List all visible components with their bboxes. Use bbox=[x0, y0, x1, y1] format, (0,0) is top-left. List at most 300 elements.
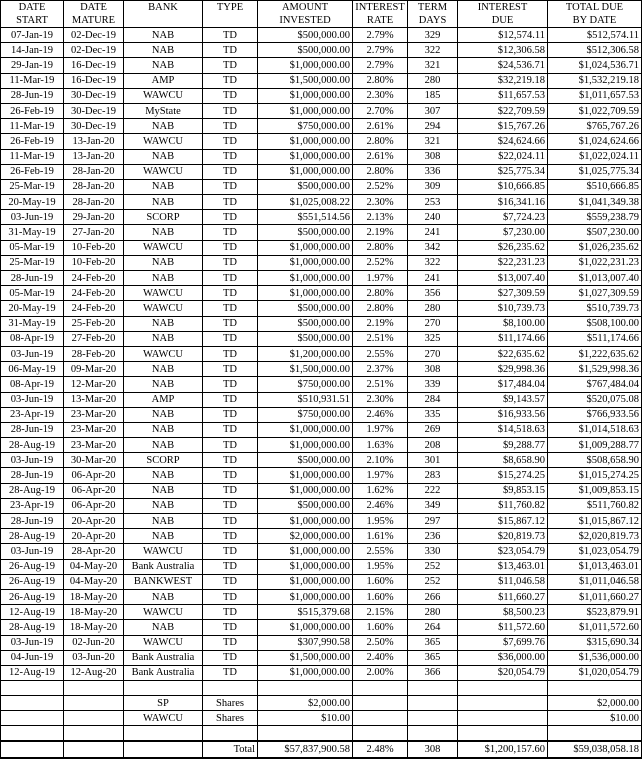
cell-date-mature: 09-Mar-20 bbox=[64, 362, 124, 377]
cell-type: TD bbox=[203, 331, 258, 346]
cell-term-days: 309 bbox=[408, 179, 458, 194]
cell-date-start: 08-Apr-19 bbox=[1, 377, 64, 392]
total-amount: $57,837,900.58 bbox=[258, 741, 353, 757]
cell-term-days: 301 bbox=[408, 453, 458, 468]
header-total-due-sub: BY DATE bbox=[548, 14, 642, 28]
cell-interest-rate: 2.79% bbox=[353, 43, 408, 58]
cell-term-days: 240 bbox=[408, 210, 458, 225]
table-row bbox=[1, 346, 642, 361]
cell-total-due: $1,529,998.36 bbox=[548, 362, 642, 377]
cell-term-days: 266 bbox=[408, 589, 458, 604]
cell-bank: NAB bbox=[124, 28, 203, 43]
cell-term-days: 297 bbox=[408, 514, 458, 529]
cell-date-start: 08-Apr-19 bbox=[1, 331, 64, 346]
cell-term-days: 356 bbox=[408, 286, 458, 301]
cell-bank: Bank Australia bbox=[124, 559, 203, 574]
cell-date-start: 03-Jun-19 bbox=[1, 453, 64, 468]
cell-bank: WAWCU bbox=[124, 286, 203, 301]
cell-interest-rate: 2.80% bbox=[353, 73, 408, 88]
cell-date-mature: 04-May-20 bbox=[64, 559, 124, 574]
header-type: TYPE bbox=[203, 1, 258, 15]
cell-amount-invested: $500,000.00 bbox=[258, 316, 353, 331]
table-row bbox=[1, 544, 642, 559]
cell-amount-invested: $1,000,000.00 bbox=[258, 164, 353, 179]
cell-amount-invested: $1,000,000.00 bbox=[258, 483, 353, 498]
cell-term-days: 280 bbox=[408, 301, 458, 316]
cell-term-days: 264 bbox=[408, 620, 458, 635]
table-row bbox=[1, 73, 642, 88]
cell-date-mature: 30-Mar-20 bbox=[64, 453, 124, 468]
cell-term-days: 252 bbox=[408, 559, 458, 574]
cell-amount-invested: $500,000.00 bbox=[258, 28, 353, 43]
cell-date-mature: 02-Dec-19 bbox=[64, 43, 124, 58]
cell-interest-rate: 1.97% bbox=[353, 271, 408, 286]
cell-type: TD bbox=[203, 28, 258, 43]
table-row bbox=[1, 605, 642, 620]
cell-interest-due: $8,500.23 bbox=[458, 605, 548, 620]
cell-total-due: $1,024,536.71 bbox=[548, 58, 642, 73]
cell-amount-invested: $1,500,000.00 bbox=[258, 73, 353, 88]
cell-interest-rate: 1.63% bbox=[353, 438, 408, 453]
cell-type: TD bbox=[203, 58, 258, 73]
cell-date-start: 12-Aug-19 bbox=[1, 605, 64, 620]
cell-term-days: 307 bbox=[408, 103, 458, 118]
cell-type: TD bbox=[203, 468, 258, 483]
cell-type: TD bbox=[203, 392, 258, 407]
cell-interest-due: $16,933.56 bbox=[458, 407, 548, 422]
cell-bank: WAWCU bbox=[124, 88, 203, 103]
cell-date-start: 26-Feb-19 bbox=[1, 134, 64, 149]
cell-bank: Bank Australia bbox=[124, 665, 203, 680]
cell-total-due: $766,933.56 bbox=[548, 407, 642, 422]
cell-date-start: 07-Jan-19 bbox=[1, 28, 64, 43]
cell-total-due: $1,022,709.59 bbox=[548, 103, 642, 118]
cell-date-mature: 18-May-20 bbox=[64, 589, 124, 604]
cell-total-due: $559,238.79 bbox=[548, 210, 642, 225]
table-row bbox=[1, 286, 642, 301]
cell-term-days: 280 bbox=[408, 605, 458, 620]
cell-bank: NAB bbox=[124, 620, 203, 635]
cell-date-start: 26-Aug-19 bbox=[1, 559, 64, 574]
cell-interest-due: $36,000.00 bbox=[458, 650, 548, 665]
cell-term-days: 342 bbox=[408, 240, 458, 255]
cell-date-start: 14-Jan-19 bbox=[1, 43, 64, 58]
cell-bank: NAB bbox=[124, 179, 203, 194]
cell-bank: MyState bbox=[124, 103, 203, 118]
cell-total-due: $1,011,572.60 bbox=[548, 620, 642, 635]
table-row bbox=[1, 210, 642, 225]
cell-date-start: 28-Jun-19 bbox=[1, 422, 64, 437]
cell-interest-due: $20,054.79 bbox=[458, 665, 548, 680]
cell-amount-invested: $515,379.68 bbox=[258, 605, 353, 620]
cell-interest-due: $26,235.62 bbox=[458, 240, 548, 255]
cell-type: TD bbox=[203, 301, 258, 316]
cell-total-due: $1,025,775.34 bbox=[548, 164, 642, 179]
cell-interest-rate: 2.19% bbox=[353, 316, 408, 331]
cell-amount-invested: $1,000,000.00 bbox=[258, 88, 353, 103]
table-row bbox=[1, 149, 642, 164]
cell-bank: SCORP bbox=[124, 453, 203, 468]
cell-date-start: 05-Mar-19 bbox=[1, 286, 64, 301]
cell-interest-due: $14,518.63 bbox=[458, 422, 548, 437]
table-row bbox=[1, 179, 642, 194]
cell-total-due: $510,739.73 bbox=[548, 301, 642, 316]
cell-type: TD bbox=[203, 88, 258, 103]
cell-date-mature: 30-Dec-19 bbox=[64, 119, 124, 134]
cell-date-start: 28-Jun-19 bbox=[1, 468, 64, 483]
table-row bbox=[1, 514, 642, 529]
cell-total-due: $511,174.66 bbox=[548, 331, 642, 346]
header-interest-due-sub: DUE bbox=[458, 14, 548, 28]
table-row bbox=[1, 119, 642, 134]
cell-total-due: $1,536,000.00 bbox=[548, 650, 642, 665]
cell-type: TD bbox=[203, 559, 258, 574]
cell-bank: SCORP bbox=[124, 210, 203, 225]
cell-total-due: $1,013,463.01 bbox=[548, 559, 642, 574]
cell-date-start: 31-May-19 bbox=[1, 225, 64, 240]
cell-amount-invested: $1,000,000.00 bbox=[258, 589, 353, 604]
cell-amount-invested: $1,000,000.00 bbox=[258, 559, 353, 574]
cell-interest-due: $15,274.25 bbox=[458, 468, 548, 483]
cell-interest-rate: 2.55% bbox=[353, 544, 408, 559]
cell-interest-rate: 2.61% bbox=[353, 149, 408, 164]
cell-interest-rate: 2.30% bbox=[353, 392, 408, 407]
cell-bank: NAB bbox=[124, 377, 203, 392]
cell-date-mature: 16-Dec-19 bbox=[64, 73, 124, 88]
cell-date-start: 20-May-19 bbox=[1, 195, 64, 210]
cell-amount-invested: $1,025,008.22 bbox=[258, 195, 353, 210]
cell-term-days: 270 bbox=[408, 316, 458, 331]
cell-date-start: 23-Apr-19 bbox=[1, 498, 64, 513]
cell-bank: NAB bbox=[124, 195, 203, 210]
cell-amount-invested: $500,000.00 bbox=[258, 498, 353, 513]
table-row bbox=[1, 88, 642, 103]
cell-term-days: 365 bbox=[408, 635, 458, 650]
cell-type: TD bbox=[203, 529, 258, 544]
table-row bbox=[1, 195, 642, 210]
cell-total-due: $508,658.90 bbox=[548, 453, 642, 468]
cell-interest-due: $7,230.00 bbox=[458, 225, 548, 240]
header-bank: BANK bbox=[124, 1, 203, 15]
cell-date-start: 03-Jun-19 bbox=[1, 346, 64, 361]
table-row bbox=[1, 43, 642, 58]
cell-date-mature: 24-Feb-20 bbox=[64, 271, 124, 286]
cell-interest-rate: 2.00% bbox=[353, 665, 408, 680]
header-date-start: DATE bbox=[1, 1, 64, 15]
cell-type: TD bbox=[203, 589, 258, 604]
cell-date-mature: 28-Apr-20 bbox=[64, 544, 124, 559]
cell-interest-rate: 2.61% bbox=[353, 119, 408, 134]
cell-term-days: 270 bbox=[408, 346, 458, 361]
cell-date-start: 28-Aug-19 bbox=[1, 529, 64, 544]
table-row bbox=[1, 164, 642, 179]
cell-term-days: 222 bbox=[408, 483, 458, 498]
table-row bbox=[1, 483, 642, 498]
cell-date-mature: 28-Jan-20 bbox=[64, 179, 124, 194]
cell-term-days: 366 bbox=[408, 665, 458, 680]
cell-bank: NAB bbox=[124, 529, 203, 544]
table-row bbox=[1, 331, 642, 346]
cell-date-mature: 18-May-20 bbox=[64, 605, 124, 620]
cell-type: TD bbox=[203, 483, 258, 498]
table-row bbox=[1, 362, 642, 377]
header-date-mature: DATE bbox=[64, 1, 124, 15]
total-interest: $1,200,157.60 bbox=[458, 741, 548, 757]
table-row bbox=[1, 407, 642, 422]
cell-amount-invested: $307,990.58 bbox=[258, 635, 353, 650]
cell-total-due: $1,011,046.58 bbox=[548, 574, 642, 589]
table-row bbox=[1, 316, 642, 331]
cell-amount-invested: $750,000.00 bbox=[258, 407, 353, 422]
cell-date-start: 28-Jun-19 bbox=[1, 514, 64, 529]
cell-amount-invested: $1,000,000.00 bbox=[258, 149, 353, 164]
cell-interest-rate: 2.40% bbox=[353, 650, 408, 665]
table-row bbox=[1, 271, 642, 286]
cell-date-start: 28-Jun-19 bbox=[1, 88, 64, 103]
cell-date-start: 28-Aug-19 bbox=[1, 438, 64, 453]
cell-total-due: $520,075.08 bbox=[548, 392, 642, 407]
cell-type: TD bbox=[203, 650, 258, 665]
cell-interest-due: $27,309.59 bbox=[458, 286, 548, 301]
cell-total-due: $1,009,853.15 bbox=[548, 483, 642, 498]
cell-type: TD bbox=[203, 316, 258, 331]
investment-rows bbox=[1, 28, 642, 681]
cell-bank: AMP bbox=[124, 73, 203, 88]
cell-total-due: $1,022,024.11 bbox=[548, 149, 642, 164]
table-row bbox=[1, 498, 642, 513]
table-header bbox=[1, 1, 642, 28]
cell-total-due: $523,879.91 bbox=[548, 605, 642, 620]
shares-amount: $10.00 bbox=[258, 711, 353, 726]
cell-bank: NAB bbox=[124, 255, 203, 270]
cell-term-days: 322 bbox=[408, 255, 458, 270]
cell-term-days: 241 bbox=[408, 225, 458, 240]
cell-date-mature: 10-Feb-20 bbox=[64, 240, 124, 255]
cell-total-due: $512,306.58 bbox=[548, 43, 642, 58]
cell-interest-rate: 2.80% bbox=[353, 301, 408, 316]
table-row bbox=[1, 240, 642, 255]
cell-interest-rate: 1.97% bbox=[353, 468, 408, 483]
cell-date-mature: 13-Jan-20 bbox=[64, 149, 124, 164]
cell-amount-invested: $1,000,000.00 bbox=[258, 468, 353, 483]
cell-total-due: $507,230.00 bbox=[548, 225, 642, 240]
header-type-sub bbox=[203, 14, 258, 28]
cell-amount-invested: $1,000,000.00 bbox=[258, 58, 353, 73]
cell-type: TD bbox=[203, 422, 258, 437]
cell-bank: WAWCU bbox=[124, 544, 203, 559]
cell-total-due: $1,009,288.77 bbox=[548, 438, 642, 453]
cell-interest-due: $11,760.82 bbox=[458, 498, 548, 513]
cell-total-due: $511,760.82 bbox=[548, 498, 642, 513]
cell-date-start: 28-Aug-19 bbox=[1, 620, 64, 635]
cell-interest-due: $22,635.62 bbox=[458, 346, 548, 361]
cell-type: TD bbox=[203, 240, 258, 255]
cell-date-start: 26-Aug-19 bbox=[1, 589, 64, 604]
cell-interest-rate: 2.46% bbox=[353, 498, 408, 513]
cell-bank: BANKWEST bbox=[124, 574, 203, 589]
cell-date-mature: 30-Dec-19 bbox=[64, 88, 124, 103]
table-row bbox=[1, 453, 642, 468]
cell-type: TD bbox=[203, 377, 258, 392]
cell-term-days: 284 bbox=[408, 392, 458, 407]
cell-date-start: 26-Feb-19 bbox=[1, 164, 64, 179]
cell-amount-invested: $500,000.00 bbox=[258, 301, 353, 316]
cell-type: TD bbox=[203, 271, 258, 286]
cell-interest-due: $11,572.60 bbox=[458, 620, 548, 635]
cell-interest-due: $25,775.34 bbox=[458, 164, 548, 179]
cell-date-mature: 18-May-20 bbox=[64, 620, 124, 635]
cell-total-due: $1,015,867.12 bbox=[548, 514, 642, 529]
cell-total-due: $1,024,624.66 bbox=[548, 134, 642, 149]
cell-interest-due: $24,624.66 bbox=[458, 134, 548, 149]
cell-date-mature: 28-Jan-20 bbox=[64, 164, 124, 179]
cell-term-days: 349 bbox=[408, 498, 458, 513]
cell-type: TD bbox=[203, 498, 258, 513]
cell-date-start: 23-Apr-19 bbox=[1, 407, 64, 422]
cell-bank: AMP bbox=[124, 392, 203, 407]
shares-bank: SP bbox=[124, 696, 203, 711]
cell-interest-rate: 2.13% bbox=[353, 210, 408, 225]
shares-amount: $2,000.00 bbox=[258, 696, 353, 711]
cell-amount-invested: $500,000.00 bbox=[258, 331, 353, 346]
cell-interest-rate: 2.79% bbox=[353, 28, 408, 43]
header-interest-rate: INTEREST bbox=[353, 1, 408, 15]
header-total-due: TOTAL DUE bbox=[548, 1, 642, 15]
total-label: Total bbox=[203, 741, 258, 757]
cell-type: TD bbox=[203, 103, 258, 118]
cell-amount-invested: $1,000,000.00 bbox=[258, 103, 353, 118]
cell-date-mature: 28-Jan-20 bbox=[64, 195, 124, 210]
cell-bank: NAB bbox=[124, 468, 203, 483]
cell-date-mature: 06-Apr-20 bbox=[64, 468, 124, 483]
cell-bank: NAB bbox=[124, 331, 203, 346]
cell-total-due: $1,011,657.53 bbox=[548, 88, 642, 103]
cell-interest-due: $11,174.66 bbox=[458, 331, 548, 346]
cell-interest-rate: 2.37% bbox=[353, 362, 408, 377]
cell-amount-invested: $1,000,000.00 bbox=[258, 286, 353, 301]
total-due: $59,038,058.18 bbox=[548, 741, 642, 757]
cell-interest-due: $9,853.15 bbox=[458, 483, 548, 498]
cell-type: TD bbox=[203, 635, 258, 650]
cell-type: TD bbox=[203, 453, 258, 468]
cell-bank: NAB bbox=[124, 483, 203, 498]
shares-total: $10.00 bbox=[548, 711, 642, 726]
cell-bank: NAB bbox=[124, 407, 203, 422]
cell-bank: NAB bbox=[124, 438, 203, 453]
cell-type: TD bbox=[203, 362, 258, 377]
cell-total-due: $1,020,054.79 bbox=[548, 665, 642, 680]
cell-amount-invested: $1,000,000.00 bbox=[258, 240, 353, 255]
cell-type: TD bbox=[203, 438, 258, 453]
cell-bank: NAB bbox=[124, 271, 203, 286]
cell-amount-invested: $1,000,000.00 bbox=[258, 422, 353, 437]
spacer-row bbox=[1, 681, 642, 696]
cell-date-mature: 02-Jun-20 bbox=[64, 635, 124, 650]
cell-date-start: 06-May-19 bbox=[1, 362, 64, 377]
cell-date-start: 03-Jun-19 bbox=[1, 635, 64, 650]
cell-interest-due: $13,007.40 bbox=[458, 271, 548, 286]
cell-total-due: $315,690.34 bbox=[548, 635, 642, 650]
cell-total-due: $767,484.04 bbox=[548, 377, 642, 392]
cell-date-mature: 13-Mar-20 bbox=[64, 392, 124, 407]
shares-row bbox=[1, 711, 642, 726]
shares-section bbox=[1, 681, 642, 758]
cell-interest-due: $20,819.73 bbox=[458, 529, 548, 544]
cell-interest-rate: 2.52% bbox=[353, 255, 408, 270]
cell-bank: NAB bbox=[124, 225, 203, 240]
cell-bank: NAB bbox=[124, 58, 203, 73]
cell-interest-due: $13,463.01 bbox=[458, 559, 548, 574]
table-row bbox=[1, 468, 642, 483]
cell-interest-rate: 2.70% bbox=[353, 103, 408, 118]
cell-interest-due: $12,306.58 bbox=[458, 43, 548, 58]
header-date-mature-sub: MATURE bbox=[64, 14, 124, 28]
cell-term-days: 185 bbox=[408, 88, 458, 103]
cell-date-start: 05-Mar-19 bbox=[1, 240, 64, 255]
cell-interest-rate: 2.10% bbox=[353, 453, 408, 468]
cell-bank: NAB bbox=[124, 316, 203, 331]
table-row bbox=[1, 377, 642, 392]
cell-date-start: 04-Jun-19 bbox=[1, 650, 64, 665]
cell-bank: WAWCU bbox=[124, 346, 203, 361]
cell-type: TD bbox=[203, 210, 258, 225]
cell-interest-rate: 2.80% bbox=[353, 164, 408, 179]
cell-type: TD bbox=[203, 134, 258, 149]
shares-bank: WAWCU bbox=[124, 711, 203, 726]
cell-term-days: 294 bbox=[408, 119, 458, 134]
cell-date-mature: 23-Mar-20 bbox=[64, 438, 124, 453]
cell-interest-due: $16,341.16 bbox=[458, 195, 548, 210]
cell-interest-rate: 2.30% bbox=[353, 195, 408, 210]
table-row bbox=[1, 134, 642, 149]
cell-amount-invested: $1,000,000.00 bbox=[258, 514, 353, 529]
cell-amount-invested: $750,000.00 bbox=[258, 119, 353, 134]
cell-amount-invested: $2,000,000.00 bbox=[258, 529, 353, 544]
cell-date-start: 12-Aug-19 bbox=[1, 665, 64, 680]
shares-type: Shares bbox=[203, 696, 258, 711]
cell-interest-due: $10,739.73 bbox=[458, 301, 548, 316]
cell-interest-rate: 2.51% bbox=[353, 331, 408, 346]
cell-amount-invested: $510,931.51 bbox=[258, 392, 353, 407]
cell-total-due: $1,011,660.27 bbox=[548, 589, 642, 604]
cell-total-due: $765,767.26 bbox=[548, 119, 642, 134]
cell-total-due: $1,022,231.23 bbox=[548, 255, 642, 270]
cell-type: TD bbox=[203, 179, 258, 194]
header-interest-rate-sub: RATE bbox=[353, 14, 408, 28]
cell-term-days: 308 bbox=[408, 149, 458, 164]
cell-interest-rate: 1.60% bbox=[353, 589, 408, 604]
cell-bank: NAB bbox=[124, 119, 203, 134]
cell-amount-invested: $1,200,000.00 bbox=[258, 346, 353, 361]
table-row bbox=[1, 422, 642, 437]
cell-amount-invested: $1,000,000.00 bbox=[258, 620, 353, 635]
cell-amount-invested: $500,000.00 bbox=[258, 453, 353, 468]
table-row bbox=[1, 392, 642, 407]
cell-type: TD bbox=[203, 255, 258, 270]
header-interest-due: INTEREST bbox=[458, 1, 548, 15]
cell-term-days: 330 bbox=[408, 544, 458, 559]
cell-term-days: 321 bbox=[408, 134, 458, 149]
cell-total-due: $1,026,235.62 bbox=[548, 240, 642, 255]
cell-date-mature: 02-Dec-19 bbox=[64, 28, 124, 43]
cell-bank: WAWCU bbox=[124, 301, 203, 316]
cell-date-start: 26-Aug-19 bbox=[1, 574, 64, 589]
cell-date-mature: 23-Mar-20 bbox=[64, 407, 124, 422]
cell-total-due: $1,023,054.79 bbox=[548, 544, 642, 559]
table-row bbox=[1, 438, 642, 453]
cell-interest-due: $23,054.79 bbox=[458, 544, 548, 559]
cell-interest-rate: 2.51% bbox=[353, 377, 408, 392]
